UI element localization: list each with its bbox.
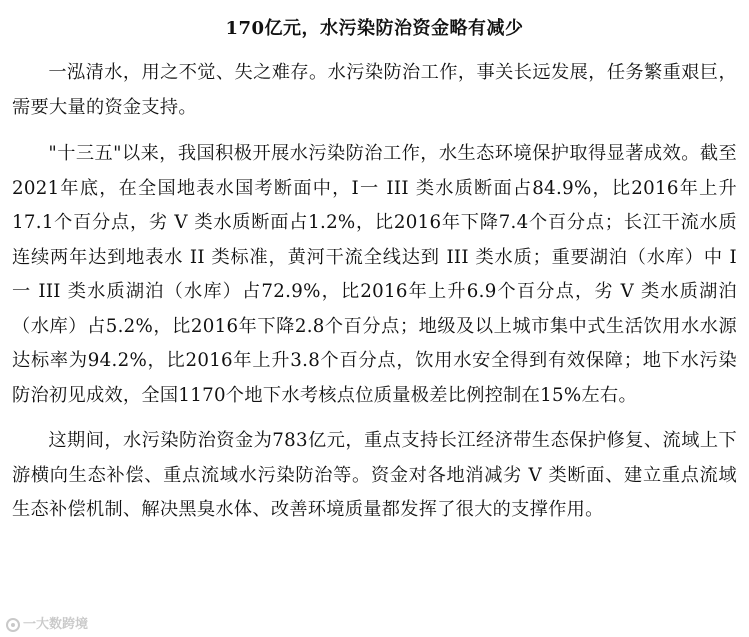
paragraph-intro: 一泓清水，用之不觉、失之难存。水污染防治工作，事关长远发展，任务繁重艰巨，需要大量的资金支持。	[12, 62, 737, 118]
watermark-text: 一大数跨境	[23, 617, 89, 632]
article-title: 170亿元，水污染防治资金略有减少	[225, 18, 524, 39]
watermark	[6, 617, 88, 633]
paragraph-achievements: "十三五"以来，我国积极开展水污染防治工作，水生态环境保护取得显著成效。截至2021年底，在全国地表水国考断面中，I一 III 类水质断面占84.9%，比2016年上升17.1个百分点，劣 V 类水质断面占1.2%，比2016年下降7.4个百分点；长江干流水质连续两年达到地表水 II 类标准，黄河干流全线达到 III 类水质；重要湖泊（水库）中 I 一 III 类水质湖泊（水库）占72.9%，比2016年上升6.9个百分点，劣 V 类水质湖泊（水库）占5.2%，比2016年下降2.8个百分点；地级及以上城市集中式生活饮用水水源达标率为94.2%，比2016年上升3.8个百分点，饮用水安全得到有效保障；地下水污染防治初见成效，全国1170个地下水考核点位质量极差比例控制在15%左右。	[12, 143, 737, 406]
watermark-logo-icon	[6, 618, 20, 632]
paragraph-funding: 这期间，水污染防治资金为783亿元，重点支持长江经济带生态保护修复、流域上下游横向生态补偿、重点流域水污染防治等。资金对各地消减劣 V 类断面、建立重点流域生态补偿机制、解决黑臭水体、改善环境质量都发挥了很大的支撑作用。	[12, 430, 737, 520]
